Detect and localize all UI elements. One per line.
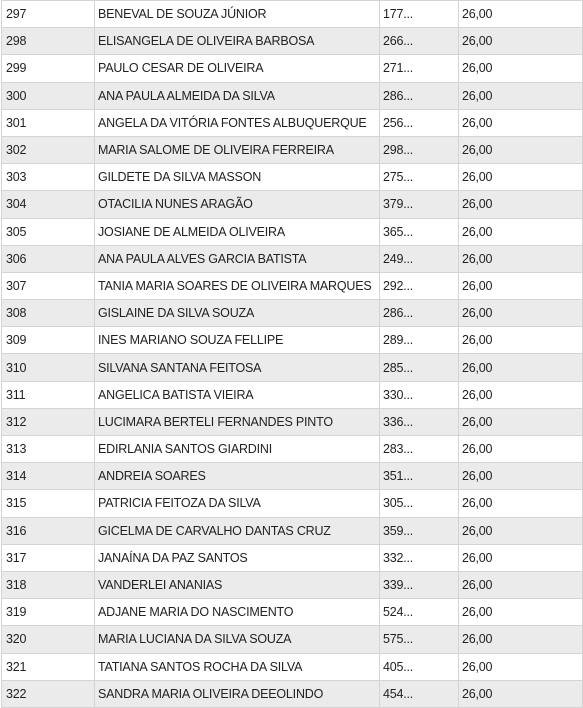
amount-cell: 26,00 (459, 28, 583, 55)
amount-cell: 26,00 (459, 327, 583, 354)
person-name-cell: TATIANA SANTOS ROCHA DA SILVA (95, 653, 380, 680)
table-row (2, 463, 583, 490)
person-name-cell: GISLAINE DA SILVA SOUZA (95, 300, 380, 327)
table-row (2, 680, 583, 707)
amount-cell: 26,00 (459, 490, 583, 517)
table-row (2, 136, 583, 163)
document-code-cell: 336... (380, 408, 459, 435)
row-number-cell: 305 (2, 218, 95, 245)
table-row (2, 1, 583, 28)
person-name-cell: PAULO CESAR DE OLIVEIRA (95, 55, 380, 82)
beneficiary-table-container (1, 0, 582, 708)
row-number-cell: 299 (2, 55, 95, 82)
table-row (2, 55, 583, 82)
row-number-cell: 317 (2, 544, 95, 571)
row-number-cell: 303 (2, 164, 95, 191)
amount-cell: 26,00 (459, 1, 583, 28)
amount-cell: 26,00 (459, 571, 583, 598)
document-code-cell: 275... (380, 164, 459, 191)
row-number-cell: 316 (2, 517, 95, 544)
row-number-cell: 306 (2, 245, 95, 272)
row-number-cell: 312 (2, 408, 95, 435)
person-name-cell: GICELMA DE CARVALHO DANTAS CRUZ (95, 517, 380, 544)
amount-cell: 26,00 (459, 300, 583, 327)
amount-cell: 26,00 (459, 136, 583, 163)
document-code-cell: 454... (380, 680, 459, 707)
person-name-cell: TANIA MARIA SOARES DE OLIVEIRA MARQUES (95, 272, 380, 299)
amount-cell: 26,00 (459, 164, 583, 191)
row-number-cell: 321 (2, 653, 95, 680)
person-name-cell: LUCIMARA BERTELI FERNANDES PINTO (95, 408, 380, 435)
amount-cell: 26,00 (459, 436, 583, 463)
row-number-cell: 313 (2, 436, 95, 463)
person-name-cell: ELISANGELA DE OLIVEIRA BARBOSA (95, 28, 380, 55)
document-code-cell: 292... (380, 272, 459, 299)
row-number-cell: 319 (2, 599, 95, 626)
person-name-cell: ANDREIA SOARES (95, 463, 380, 490)
row-number-cell: 322 (2, 680, 95, 707)
document-code-cell: 305... (380, 490, 459, 517)
document-code-cell: 298... (380, 136, 459, 163)
person-name-cell: GILDETE DA SILVA MASSON (95, 164, 380, 191)
person-name-cell: JOSIANE DE ALMEIDA OLIVEIRA (95, 218, 380, 245)
table-row (2, 245, 583, 272)
person-name-cell: PATRICIA FEITOZA DA SILVA (95, 490, 380, 517)
row-number-cell: 315 (2, 490, 95, 517)
row-number-cell: 300 (2, 82, 95, 109)
table-row (2, 109, 583, 136)
amount-cell: 26,00 (459, 381, 583, 408)
amount-cell: 26,00 (459, 55, 583, 82)
table-body (2, 1, 583, 708)
table-row (2, 28, 583, 55)
amount-cell: 26,00 (459, 408, 583, 435)
amount-cell: 26,00 (459, 218, 583, 245)
table-row (2, 272, 583, 299)
table-row (2, 300, 583, 327)
row-number-cell: 310 (2, 354, 95, 381)
amount-cell: 26,00 (459, 653, 583, 680)
amount-cell: 26,00 (459, 245, 583, 272)
document-code-cell: 256... (380, 109, 459, 136)
person-name-cell: MARIA SALOME DE OLIVEIRA FERREIRA (95, 136, 380, 163)
table-row (2, 354, 583, 381)
document-code-cell: 330... (380, 381, 459, 408)
person-name-cell: ANA PAULA ALMEIDA DA SILVA (95, 82, 380, 109)
document-code-cell: 351... (380, 463, 459, 490)
document-code-cell: 286... (380, 82, 459, 109)
row-number-cell: 311 (2, 381, 95, 408)
amount-cell: 26,00 (459, 544, 583, 571)
person-name-cell: MARIA LUCIANA DA SILVA SOUZA (95, 626, 380, 653)
person-name-cell: ANGELICA BATISTA VIEIRA (95, 381, 380, 408)
amount-cell: 26,00 (459, 599, 583, 626)
document-code-cell: 365... (380, 218, 459, 245)
amount-cell: 26,00 (459, 680, 583, 707)
document-code-cell: 575... (380, 626, 459, 653)
person-name-cell: ANA PAULA ALVES GARCIA BATISTA (95, 245, 380, 272)
amount-cell: 26,00 (459, 354, 583, 381)
document-code-cell: 289... (380, 327, 459, 354)
document-code-cell: 271... (380, 55, 459, 82)
amount-cell: 26,00 (459, 517, 583, 544)
person-name-cell: OTACILIA NUNES ARAGÃO (95, 191, 380, 218)
document-code-cell: 339... (380, 571, 459, 598)
amount-cell: 26,00 (459, 82, 583, 109)
row-number-cell: 307 (2, 272, 95, 299)
document-code-cell: 249... (380, 245, 459, 272)
row-number-cell: 301 (2, 109, 95, 136)
person-name-cell: ANGELA DA VITÓRIA FONTES ALBUQUERQUE (95, 109, 380, 136)
table-row (2, 164, 583, 191)
document-code-cell: 286... (380, 300, 459, 327)
table-row (2, 381, 583, 408)
row-number-cell: 308 (2, 300, 95, 327)
table-row (2, 544, 583, 571)
table-row (2, 571, 583, 598)
person-name-cell: JANAÍNA DA PAZ SANTOS (95, 544, 380, 571)
amount-cell: 26,00 (459, 272, 583, 299)
table-row (2, 408, 583, 435)
document-code-cell: 379... (380, 191, 459, 218)
person-name-cell: INES MARIANO SOUZA FELLIPE (95, 327, 380, 354)
row-number-cell: 309 (2, 327, 95, 354)
row-number-cell: 304 (2, 191, 95, 218)
document-code-cell: 359... (380, 517, 459, 544)
document-code-cell: 285... (380, 354, 459, 381)
row-number-cell: 320 (2, 626, 95, 653)
amount-cell: 26,00 (459, 191, 583, 218)
row-number-cell: 314 (2, 463, 95, 490)
table-row (2, 653, 583, 680)
document-code-cell: 405... (380, 653, 459, 680)
table-row (2, 191, 583, 218)
table-row (2, 327, 583, 354)
document-code-cell: 266... (380, 28, 459, 55)
row-number-cell: 298 (2, 28, 95, 55)
table-row (2, 626, 583, 653)
document-code-cell: 524... (380, 599, 459, 626)
person-name-cell: VANDERLEI ANANIAS (95, 571, 380, 598)
document-code-cell: 283... (380, 436, 459, 463)
table-row (2, 490, 583, 517)
document-code-cell: 332... (380, 544, 459, 571)
person-name-cell: SANDRA MARIA OLIVEIRA DEEOLINDO (95, 680, 380, 707)
table-row (2, 599, 583, 626)
person-name-cell: EDIRLANIA SANTOS GIARDINI (95, 436, 380, 463)
table-row (2, 82, 583, 109)
table-row (2, 436, 583, 463)
person-name-cell: SILVANA SANTANA FEITOSA (95, 354, 380, 381)
amount-cell: 26,00 (459, 463, 583, 490)
table-row (2, 218, 583, 245)
person-name-cell: ADJANE MARIA DO NASCIMENTO (95, 599, 380, 626)
person-name-cell: BENEVAL DE SOUZA JÚNIOR (95, 1, 380, 28)
row-number-cell: 302 (2, 136, 95, 163)
document-code-cell: 177... (380, 1, 459, 28)
amount-cell: 26,00 (459, 109, 583, 136)
amount-cell: 26,00 (459, 626, 583, 653)
table-row (2, 517, 583, 544)
row-number-cell: 297 (2, 1, 95, 28)
row-number-cell: 318 (2, 571, 95, 598)
beneficiary-table (1, 0, 583, 708)
